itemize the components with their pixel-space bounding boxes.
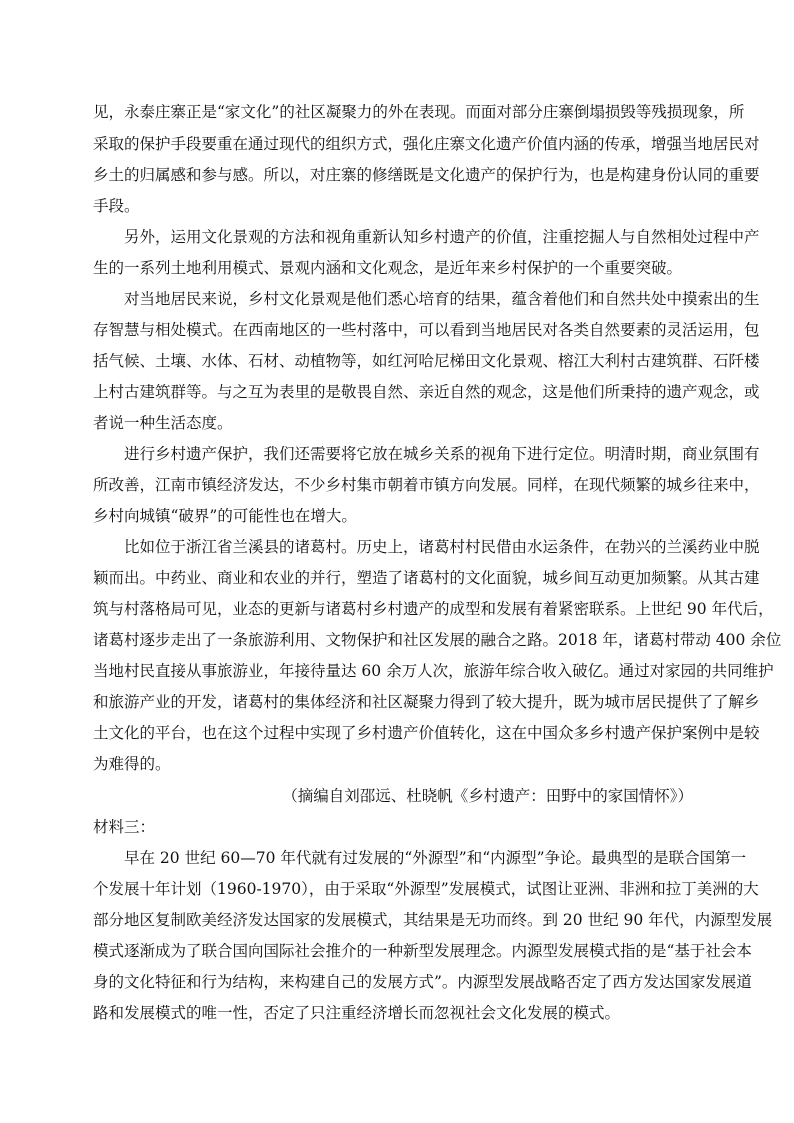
material3-line-6: 路和发展模式的唯一性，否定了只注重经济增长而忽视社会文化发展的模式。 xyxy=(93,1004,621,1022)
paragraph-5-line-4: 诸葛村逐步走出了一条旅游利用、文物保护和社区发展的融合之路。2018 年，诸葛村带动 400 余位 xyxy=(93,631,782,649)
paragraph-5-line-7: 土文化的平台，也在这个过程中实现了乡村遗产价值转化，这在中国众多乡村遗产保护案例中是较 xyxy=(93,724,760,742)
paragraph-3-line-5: 者说一种生活态度。 xyxy=(93,414,233,432)
material3-line-4: 模式逐渐成为了联合国向国际社会推介的一种新型发展理念。内源型发展模式指的是“基于社会本 xyxy=(93,942,752,960)
paragraph-5-line-8: 为难得的。 xyxy=(93,755,171,773)
paragraph-1-line-2: 采取的保护手段要重在通过现代的组织方式，强化庄寨文化遗产价值内涵的传承，增强当地居民对 xyxy=(93,135,760,153)
material3-line-1: 早在 20 世纪 60—70 年代就有过发展的“外源型”和“内源型”争论。最典型的是联合国第一 xyxy=(124,849,747,867)
material3-line-5: 身的文化特征和行为结构，来构建自己的发展方式”。内源型发展战略否定了西方发达国家发展道 xyxy=(93,973,752,991)
paragraph-4-line-3: 乡村向城镇“破界”的可能性也在增大。 xyxy=(93,507,357,525)
paragraph-3-line-3: 括气候、土壤、水体、石材、动植物等，如红河哈尼梯田文化景观、榕江大利村古建筑群、石阡楼 xyxy=(93,352,760,370)
paragraph-1-line-4: 手段。 xyxy=(93,197,140,215)
paragraph-3-line-1: 对当地居民来说，乡村文化景观是他们悉心培育的结果，蕴含着他们和自然共处中摸索出的生 xyxy=(124,290,760,308)
material-heading: 材料三： xyxy=(93,818,156,836)
paragraph-5-line-5: 当地村民直接从事旅游业，年接待量达 60 余万人次，旅游年综合收入破亿。通过对家园的共同维护 xyxy=(93,662,774,680)
paragraph-2-line-1: 另外，运用文化景观的方法和视角重新认知乡村遗产的价值，注重挖掘人与自然相处过程中产 xyxy=(124,228,760,246)
paragraph-1-line-3: 乡土的归属感和参与感。所以，对庄寨的修缮既是文化遗产的保护行为，也是构建身份认同的重要 xyxy=(93,166,760,184)
paragraph-5-line-3: 筑与村落格局可见，业态的更新与诸葛村乡村遗产的成型和发展有着紧密联系。上世纪 90 年代后， xyxy=(93,600,774,618)
paragraph-4-line-1: 进行乡村遗产保护，我们还需要将它放在城乡关系的视角下进行定位。明清时期，商业氛围有 xyxy=(124,445,760,463)
paragraph-5-line-6: 和旅游产业的开发，诸葛村的集体经济和社区凝聚力得到了较大提升，既为城市居民提供了了解乡 xyxy=(93,693,760,711)
material3-line-2: 个发展十年计划（1960-1970），由于采取“外源型”发展模式，试图让亚洲、非洲和拉丁美洲的大 xyxy=(93,880,759,898)
paragraph-3-line-4: 上村古建筑群等。与之互为表里的是敬畏自然、亲近自然的观念，这是他们所秉持的遗产观念，或 xyxy=(93,383,760,401)
paragraph-3-line-2: 存智慧与相处模式。在西南地区的一些村落中，可以看到当地居民对各类自然要素的灵活运用，包 xyxy=(93,321,760,339)
paragraph-4-line-2: 所改善，江南市镇经济发达，不少乡村集市朝着市镇方向发展。同样，在现代频繁的城乡往来中， xyxy=(93,476,760,494)
paragraph-5-line-1: 比如位于浙江省兰溪县的诸葛村。历史上，诸葛村村民借由水运条件，在勃兴的兰溪药业中脱 xyxy=(124,538,760,556)
paragraph-1-line-1: 见，永泰庄寨正是“家文化”的社区凝聚力的外在表现。而面对部分庄寨倒塌损毁等残损现象，所 xyxy=(93,103,745,121)
paragraph-2-line-2: 生的一系列土地利用模式、景观内涵和文化观念，是近年来乡村保护的一个重要突破。 xyxy=(93,259,683,277)
paragraph-5-line-2: 颖而出。中药业、商业和农业的并行，塑造了诸葛村的文化面貌，城乡间互动更加频繁。从其古建 xyxy=(93,569,760,587)
citation: （摘编自刘邵远、杜晓帆《乡村遗产：田野中的家国情怀》） xyxy=(282,787,693,805)
material3-line-3: 部分地区复制欧美经济发达国家的发展模式，其结果是无功而终。到 20 世纪 90 年代，内源型发展 xyxy=(93,911,773,929)
